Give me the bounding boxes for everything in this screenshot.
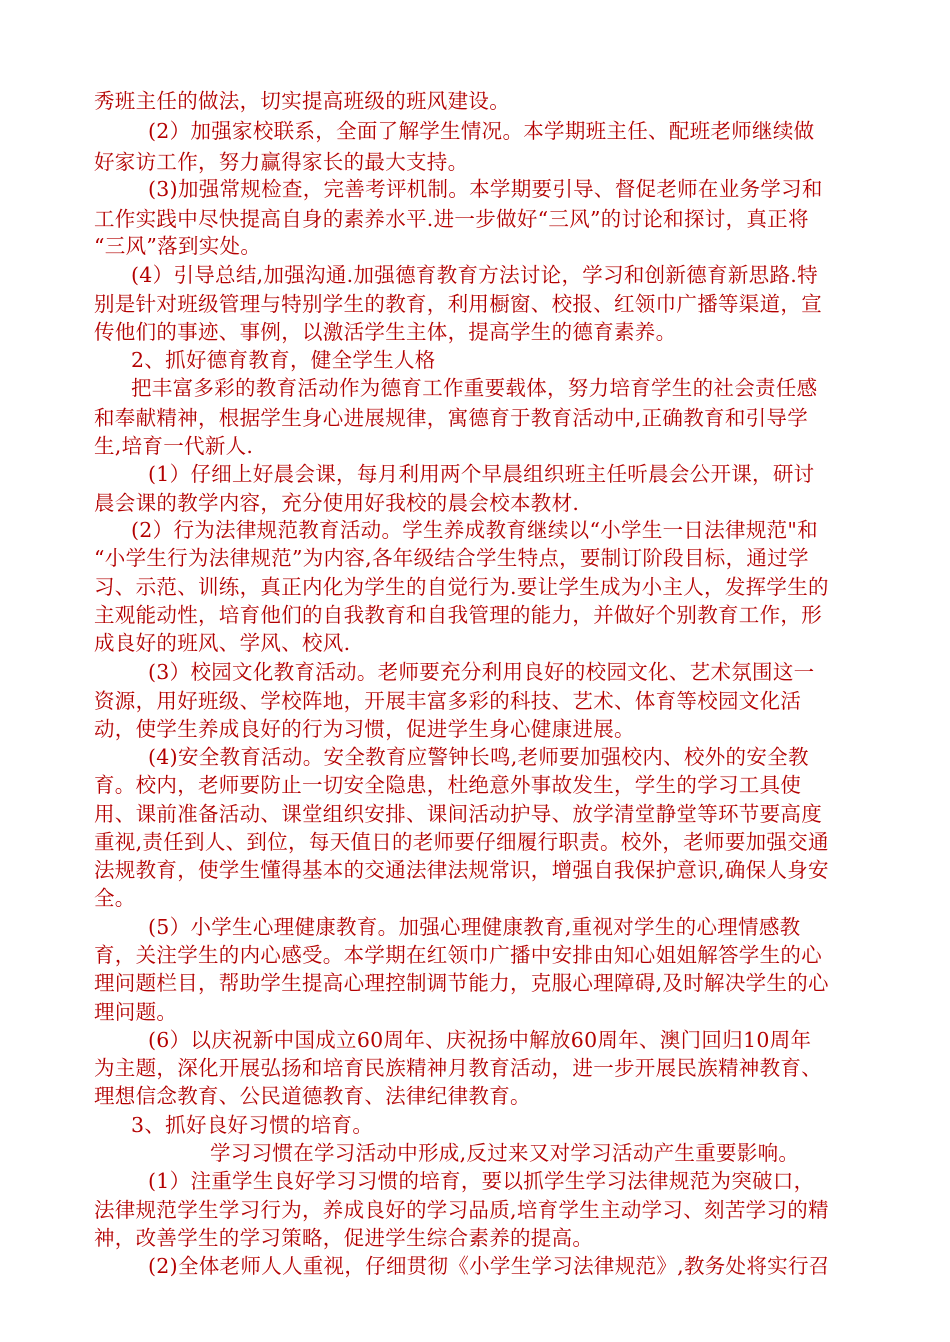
text-line: (2)全体老师人人重视，仔细贯彻《小学生学习法律规范》,教务处将实行召 [148, 1254, 830, 1278]
text-line: 3、抓好良好习惯的培育。 [131, 1113, 374, 1137]
text-line: 育。校内，老师要防止一切安全隐患，杜绝意外事故发生，学生的学习工具使 [94, 773, 802, 797]
text-line: (3）校园文化教育活动。老师要充分利用良好的校园文化、艺术氛围这一 [148, 660, 815, 684]
text-line: 全。 [94, 886, 136, 910]
text-line: 和奉献精神，根据学生身心进展规律，寓德育于教育活动中,正确教育和引导学 [94, 406, 809, 430]
text-line: 工作实践中尽快提高自身的素养水平.进一步做好“三风”的讨论和探讨，真正将 [94, 207, 809, 231]
text-line: (1）注重学生良好学习习惯的培育，要以抓学生学习法律规范为突破口， [148, 1169, 815, 1193]
text-line: (6）以庆祝新中国成立60周年、庆祝扬中解放60周年、澳门回归10周年 [148, 1028, 812, 1052]
text-line: (4）引导总结,加强沟通.加强德育教育方法讨论，学习和创新德育新思路.特 [131, 263, 818, 287]
text-line: 法规教育，使学生懂得基本的交通法律法规常识，增强自我保护意识,确保人身安 [94, 858, 829, 882]
text-line: (5）小学生心理健康教育。加强心理健康教育,重视对学生的心理情感教 [148, 915, 801, 939]
text-line: 法律规范学生学习行为，养成良好的学习品质,培育学生主动学习、刻苦学习的精 [94, 1198, 829, 1222]
text-line: 为主题，深化开展弘扬和培育民族精神月教育活动，进一步开展民族精神教育、 [94, 1056, 822, 1080]
text-line: 把丰富多彩的教育活动作为德育工作重要载体，努力培育学生的社会责任感 [131, 376, 818, 400]
text-line: (2）加强家校联系，全面了解学生情况。本学期班主任、配班老师继续做 [148, 119, 815, 143]
text-line: “三风”落到实处。 [94, 234, 262, 258]
text-line: 传他们的事迹、事例，以激活学生主体，提高学生的德育素养。 [94, 320, 677, 344]
text-line: (1）仔细上好晨会课，每月利用两个早晨组织班主任听晨会公开课，研讨 [148, 462, 815, 486]
text-line: 重视,责任到人、到位，每天值日的老师要仔细履行职责。校外，老师要加强交通 [94, 830, 829, 854]
text-line: 好家访工作，努力赢得家长的最大支持。 [94, 150, 469, 174]
text-line: 习、示范、训练，真正内化为学生的自觉行为.要让学生成为小主人，发挥学生的 [94, 575, 829, 599]
text-line: 主观能动性，培育他们的自我教育和自我管理的能力，并做好个别教育工作，形 [94, 603, 822, 627]
text-line: 学习习惯在学习活动中形成,反过来又对学习活动产生重要影响。 [210, 1141, 800, 1165]
text-line: 理问题。 [94, 1000, 178, 1024]
text-line: 别是针对班级管理与特别学生的教育，利用橱窗、校报、红领巾广播等渠道，宣 [94, 292, 822, 316]
text-line: 晨会课的教学内容，充分使用好我校的晨会校本教材. [94, 491, 580, 515]
text-line: 动，使学生养成良好的行为习惯，促进学生身心健康进展。 [94, 717, 635, 741]
text-line: (4)安全教育活动。安全教育应警钟长鸣,老师要加强校内、校外的安全教 [148, 745, 809, 769]
text-line: 理问题栏目，帮助学生提高心理控制调节能力，克服心理障碍,及时解决学生的心 [94, 971, 829, 995]
text-line: 秀班主任的做法，切实提高班级的班风建设。 [94, 89, 510, 113]
text-line: “小学生行为法律规范”为内容,各年级结合学生特点，要制订阶段目标，通过学 [94, 546, 809, 570]
text-line: (3)加强常规检查，完善考评机制。本学期要引导、督促老师在业务学习和 [148, 177, 823, 201]
text-line: 成良好的班风、学风、校风. [94, 631, 351, 655]
text-line: 用、课前准备活动、课堂组织安排、课间活动护导、放学清堂静堂等环节要高度 [94, 802, 822, 826]
text-line: 神，改善学生的学习策略，促进学生综合素养的提高。 [94, 1226, 594, 1250]
text-line: (2）行为法律规范教育活动。学生养成教育继续以“小学生一日法律规范"和 [131, 518, 818, 542]
text-line: 理想信念教育、公民道德教育、法律纪律教育。 [94, 1084, 531, 1108]
text-line: 2、抓好德育教育，健全学生人格 [131, 348, 436, 372]
text-line: 资源，用好班级、学校阵地，开展丰富多彩的科技、艺术、体育等校园文化活 [94, 689, 802, 713]
text-line: 育，关注学生的内心感受。本学期在红领巾广播中安排由知心姐姐解答学生的心 [94, 943, 822, 967]
text-line: 生,培育一代新人. [94, 434, 254, 458]
